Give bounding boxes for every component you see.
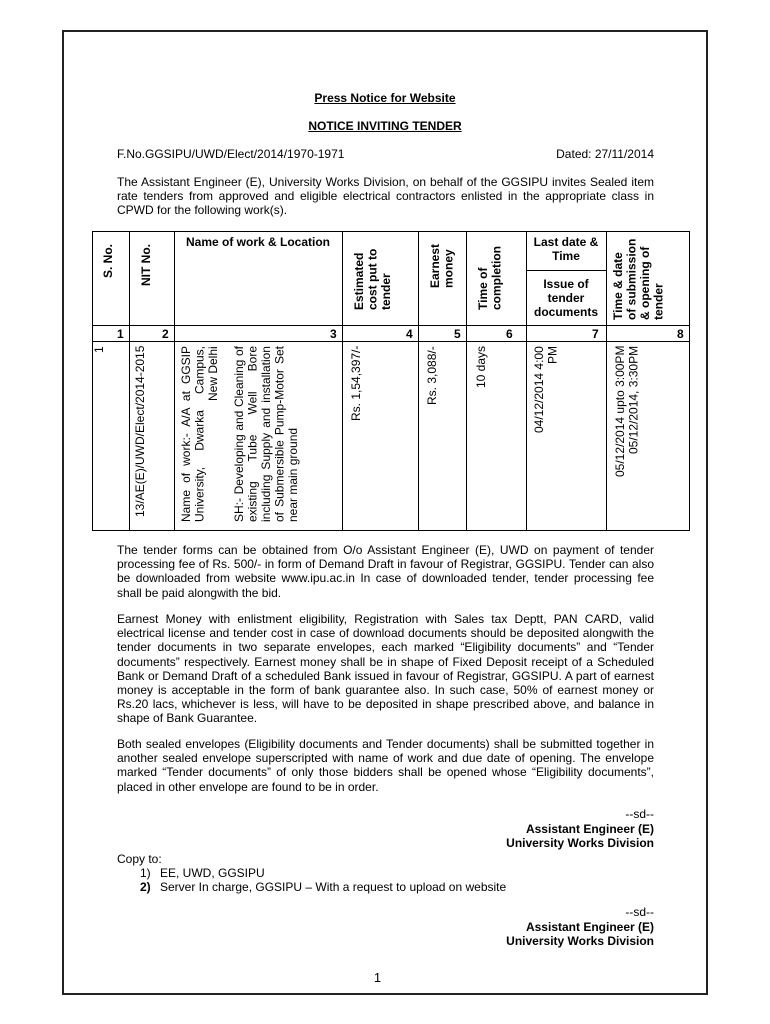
signature-block (506, 807, 654, 851)
col-number: 1 (117, 327, 124, 341)
paragraph-sealed-envelopes: Both sealed envelopes (Eligibility documents and Tender documents) shall be submitted together in another sealed envelope superscripted with name of work and due date of opening. The envelope marked “Tender documents” of only those bidders shall be opened whose “Eligibility documents”, placed in other envelope are found to be in order. (117, 737, 654, 794)
col-number: 6 (506, 327, 513, 341)
intro-paragraph: The Assistant Engineer (E), University Works Division, on behalf of the GGSIPU invites Sealed item rate tenders from approved and eligible electrical contractors enlisted in the appropriate class in CPWD for the following work(s). (117, 175, 654, 218)
col-number: 5 (454, 327, 461, 341)
cell-submission: 05/12/2014 upto 3:00PM 05/12/2014, 3:30PM (613, 346, 641, 478)
copy-to-item (140, 866, 265, 880)
copy-to-item-text: Server In charge, GGSIPU – With a request to upload on website (160, 880, 507, 894)
cell-last-date: 04/12/2014 4:00 PM (532, 346, 560, 433)
cell-s-no: 1 (92, 346, 106, 353)
header-time-of-completion: Time of completion (476, 245, 504, 310)
header-submission: Time & date of submission & opening of tender (611, 238, 666, 320)
signatory-division: University Works Division (506, 934, 654, 948)
signatory-designation: Assistant Engineer (E) (525, 919, 654, 934)
sd-mark: --sd-- (625, 905, 654, 919)
header-last-date: Last date & Time (533, 235, 599, 263)
col-number: 8 (677, 327, 684, 341)
cell-work-sh: SH:- Developing and Cleaning of existing Tube Well Bore including Supply and installation of Submersible Pump-Motor Set near main ground (232, 346, 300, 522)
col-number: 2 (162, 327, 169, 341)
page-number: 1 (373, 970, 382, 985)
press-notice-heading: Press Notice for Website (314, 91, 456, 105)
notice-heading: NOTICE INVITING TENDER (308, 119, 462, 133)
header-estimated-cost: Estimated cost put to tender (352, 248, 393, 310)
copy-to-item (140, 880, 506, 894)
signatory-division: University Works Division (506, 836, 654, 850)
header-nit-no: NIT No. (139, 244, 153, 286)
signature-block (506, 905, 654, 949)
file-number: F.No.GGSIPU/UWD/Elect/2014/1970-1971 (117, 147, 345, 161)
header-name-of-work: Name of work & Location (185, 235, 331, 249)
copy-to-item-number: 1) (140, 866, 151, 880)
col-number: 3 (330, 327, 337, 341)
paragraph-tender-forms: The tender forms can be obtained from O/o Assistant Engineer (E), UWD on payment of tender processing fee of Rs. 500/- in form of Demand Draft in favour of Registrar, GGSIPU. Tender can also be downloaded from website www.ipu.ac.in In case of downloaded tender, tender processing fee shall be paid alongwith the bid. (117, 543, 654, 600)
header-s-no: S. No. (101, 244, 115, 279)
cell-earnest-money: Rs. 3,088/- (425, 346, 439, 405)
col-number: 7 (592, 327, 599, 341)
header-issue-of-docs: Issue of tender documents (533, 277, 598, 319)
cell-estimated-cost: Rs. 1,54,397/- (349, 346, 363, 422)
date: Dated: 27/11/2014 (556, 147, 654, 161)
sd-mark: --sd-- (625, 807, 654, 821)
cell-time-of-completion: 10 days (474, 346, 488, 389)
paragraph-earnest-money: Earnest Money with enlistment eligibility, Registration with Sales tax Deptt, PAN CARD, valid electrical license and tender cost in case of download documents should be deposited alongwith the tender documents in two separate envelopes, each marked “Eligibility documents” and “Tender documents” respectively. Earnest money shall be in shape of Fixed Deposit receipt of a Scheduled Bank or Demand Draft of a scheduled Bank issued in favour of Registrar, GGSIPU. A part of earnest money is acceptable in the form of bank guarantee also. In such case, 50% of earnest money or Rs.20 lacs, whichever is less, will have to be deposited in shape prescribed above, and balance in shape of Bank Guarantee. (117, 612, 654, 726)
copy-to-item-number: 2) (140, 880, 151, 894)
copy-to-item-text: EE, UWD, GGSIPU (160, 866, 265, 880)
header-earnest-money: Earnest money (428, 243, 456, 288)
cell-nit-no: 13/AE(E)/UWD/Elect/2014-2015 (133, 346, 147, 518)
col-number: 4 (406, 327, 413, 341)
copy-to-label: Copy to: (117, 852, 162, 866)
signatory-designation: Assistant Engineer (E) (525, 821, 654, 836)
cell-work-name: Name of work:- A/A at GGSIP University, Dwarka Campus, New Delhi (179, 346, 220, 522)
